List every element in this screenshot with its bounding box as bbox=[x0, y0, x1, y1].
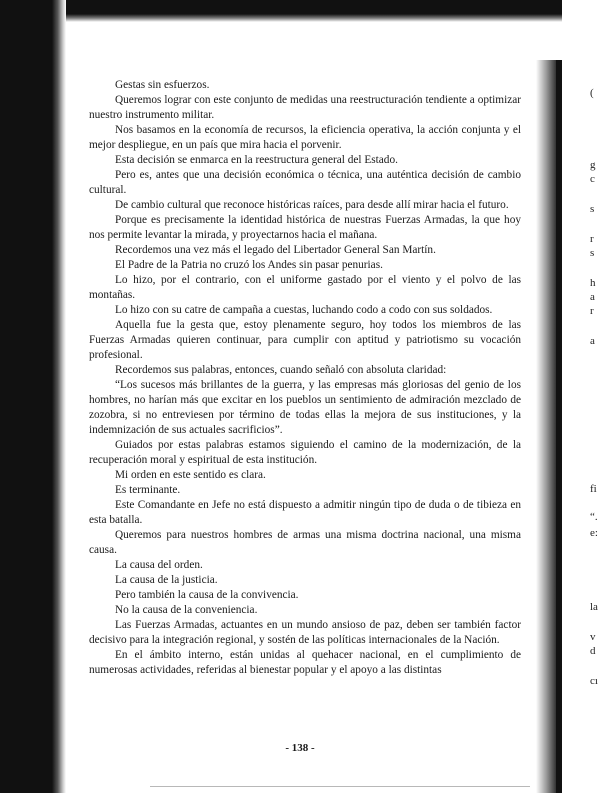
paragraph: De cambio cultural que reconoce históricas raíces, para desde allí mirar hacia el futuro. bbox=[115, 199, 509, 211]
fragment: h bbox=[590, 277, 596, 289]
paragraph: Pero es, antes que una decisión económica o técnica, una auténtica decisión de cambio cultural. bbox=[89, 169, 521, 196]
paragraph: Recordemos sus palabras, entonces, cuando señaló con absoluta claridad: bbox=[115, 364, 447, 376]
fragment: d bbox=[590, 645, 596, 657]
fragment: e: bbox=[590, 527, 598, 539]
paragraph: Lo hizo, por el contrario, con el uniforme gastado por el viento y el polvo de las montañas. bbox=[89, 274, 521, 301]
fragment: a bbox=[590, 335, 595, 347]
paragraph: Lo hizo con su catre de campaña a cuestas, luchando codo a codo con sus soldados. bbox=[115, 304, 493, 316]
fragment: r bbox=[590, 305, 594, 317]
fragment: v bbox=[590, 631, 596, 643]
paragraph: Guiados por estas palabras estamos siguiendo el camino de la modernización, de la recuperación moral y espiritual de esta institución. bbox=[89, 439, 521, 466]
paragraph: Es terminante. bbox=[115, 484, 181, 496]
bottom-rule bbox=[150, 786, 530, 787]
fragment: “. bbox=[590, 511, 598, 523]
paragraph: La causa de la justicia. bbox=[115, 574, 218, 586]
paragraph: Este Comandante en Jefe no está dispuesto a admitir ningún tipo de duda o de tibieza en esta batalla. bbox=[89, 499, 521, 526]
paragraph: Aquella fue la gesta que, estoy plenamente seguro, hoy todos los miembros de las Fuerzas Armadas quieren continuar, para cumplir con aptitud y patriotismo su vocación profesional. bbox=[89, 319, 521, 361]
paragraph: No la causa de la conveniencia. bbox=[115, 604, 258, 616]
fragment: fi bbox=[590, 483, 597, 495]
scan-left-border bbox=[0, 0, 58, 793]
paragraph: Recordemos una vez más el legado del Libertador General San Martín. bbox=[115, 244, 436, 256]
paragraph: Las Fuerzas Armadas, actuantes en un mundo ansioso de paz, deben ser también factor decisivo para la integración regional, y sostén de las políticas internacionales de la Nación. bbox=[89, 619, 521, 646]
fragment: ( bbox=[590, 87, 594, 99]
paragraph: Queremos lograr con este conjunto de medidas una reestructuración tendiente a optimizar nuestro instrumento militar. bbox=[89, 94, 521, 121]
scan-top-border bbox=[0, 0, 600, 22]
paragraph: Pero también la causa de la convivencia. bbox=[115, 589, 299, 601]
fragment: s bbox=[590, 203, 595, 215]
paragraph: La causa del orden. bbox=[115, 559, 203, 571]
fragment: s bbox=[590, 247, 595, 259]
paragraph: Porque es precisamente la identidad histórica de nuestras Fuerzas Armadas, la que hoy nos permite levantar la mirada, y proyectarnos hacia el mañana. bbox=[89, 214, 521, 241]
fragment: a bbox=[590, 291, 595, 303]
facing-page-fragments bbox=[562, 0, 600, 793]
paragraph: En el ámbito interno, están unidas al quehacer nacional, en el cumplimiento de numerosas actividades, referidas al bienestar popular y el apoyo a las distintas bbox=[89, 649, 521, 676]
page-body bbox=[89, 78, 521, 678]
paragraph: Queremos para nuestros hombres de armas una misma doctrina nacional, una misma causa. bbox=[89, 529, 521, 556]
paragraph: Nos basamos en la economía de recursos, la eficiencia operativa, la acción conjunta y el mejor despliegue, en un país que mira hacia el porvenir. bbox=[89, 124, 521, 151]
fragment: cı bbox=[590, 675, 598, 687]
paragraph: Gestas sin esfuerzos. bbox=[115, 79, 210, 91]
fragment: la bbox=[590, 601, 598, 613]
fragment: r bbox=[590, 233, 594, 245]
fragment: c bbox=[590, 173, 595, 185]
paragraph: El Padre de la Patria no cruzó los Andes sin pasar penurias. bbox=[115, 259, 383, 271]
page-number: - 138 - bbox=[285, 742, 315, 754]
quotation: “Los sucesos más brillantes de la guerra, y las empresas más gloriosas del genio de los hombres, no harían más que excitar en los pueblos un sentimiento de admiración mezclado de zozobra, si no entreviesen por término de todas ellas la mejora de sus instituciones, y la indemnización de sus actuales sacrificios”. bbox=[89, 379, 521, 436]
paragraph: Mi orden en este sentido es clara. bbox=[115, 469, 266, 481]
paragraph: Esta decisión se enmarca en la reestructura general del Estado. bbox=[115, 154, 398, 166]
scan-left-shadow bbox=[52, 0, 66, 793]
fragment: g bbox=[590, 159, 596, 171]
